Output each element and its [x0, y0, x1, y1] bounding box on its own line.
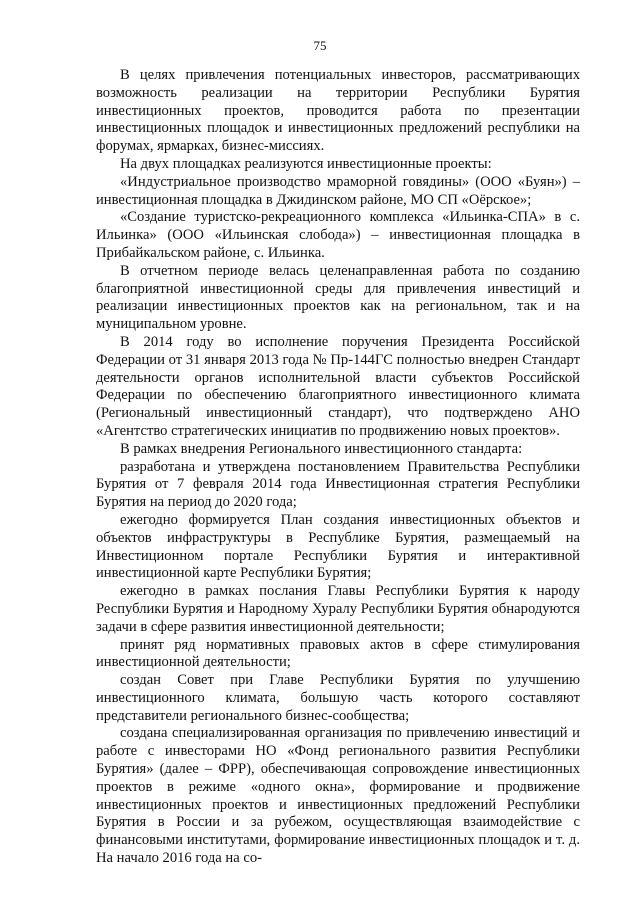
- paragraph: создан Совет при Главе Республики Бурятия по улучшению инвестиционного климата, большую часть которого составляют представители регионального бизнес-сообщества;: [96, 672, 580, 724]
- paragraph: «Создание туристско-рекреационного комплекса «Ильинка-СПА» в с. Ильинка» (ООО «Ильинская слобода») – инвестиционная площадка в Прибайкальском районе, с. Ильинка.: [96, 209, 580, 261]
- paragraph: На двух площадках реализуются инвестиционные проекты:: [120, 155, 492, 172]
- paragraph: В отчетном периоде велась целенаправленная работа по созданию благоприятной инвестиционной среды для привлечения инвестиций и реализации инвестиционных проектов как на региональном, так и на муниципальном уровне.: [96, 262, 580, 333]
- paragraph: В рамках внедрения Регионального инвестиционного стандарта:: [120, 440, 523, 457]
- paragraph: В целях привлечения потенциальных инвесторов, рассматривающих возможность реализации на территории Республики Бурятия инвестиционных проектов, проводится работа по презентации инвестиционных площадок и инвестиционных предложений республики на форумах, ярмарках, бизнес-миссиях.: [96, 67, 580, 155]
- paragraph: создана специализированная организация по привлечению инвестиций и работе с инвесторами НО «Фонд регионального развития Республики Бурятия» (далее – ФРР), обеспечивающая сопровождение инвестиционных проектов в режиме «одного окна», формирование и продвижение инвестиционных проектов и инвестиционных предложений Республики Бурятия в России и за рубежом, осуществляющая взаимодействие с финансовыми институтами, формирование инвестиционных площадок и т. д. На начало 2016 года на со-: [96, 725, 580, 867]
- paragraph: ежегодно формируется План создания инвестиционных объектов и объектов инфраструктуры в Республике Бурятия, размещаемый на Инвестиционном портале Республики Бурятия и интерактивной инвестиционной карте Республики Бурятия;: [96, 511, 580, 582]
- paragraph: разработана и утверждена постановлением Правительства Республики Бурятия от 7 февраля 2014 года Инвестиционная стратегия Республики Бурятия на период до 2020 года;: [96, 458, 580, 511]
- document-body: [96, 67, 580, 868]
- page-number: 75: [313, 38, 327, 53]
- paragraph: «Индустриальное производство мраморной говядины» (ООО «Буян») – инвестиционная площадка в Джидинском районе, МО СП «Оёрское»;: [96, 173, 580, 208]
- paragraph: ежегодно в рамках послания Главы Республики Бурятия к народу Республики Бурятия и Народному Хуралу Республики Бурятия обнародуются задачи в сфере развития инвестиционной деятельности;: [96, 583, 580, 635]
- paragraph: принят ряд нормативных правовых актов в сфере стимулирования инвестиционной деятельности;: [96, 636, 580, 671]
- paragraph: В 2014 году во исполнение поручения Президента Российской Федерации от 31 января 2013 года № Пр-144ГС полностью внедрен Стандарт деятельности органов исполнительной власти субъектов Российской Федерации по обеспечению благоприятного инвестиционного климата (Региональный инвестиционный стандарт), что подтверждено АНО «Агентство стратегических инициатив по продвижению новых проектов».: [96, 333, 580, 439]
